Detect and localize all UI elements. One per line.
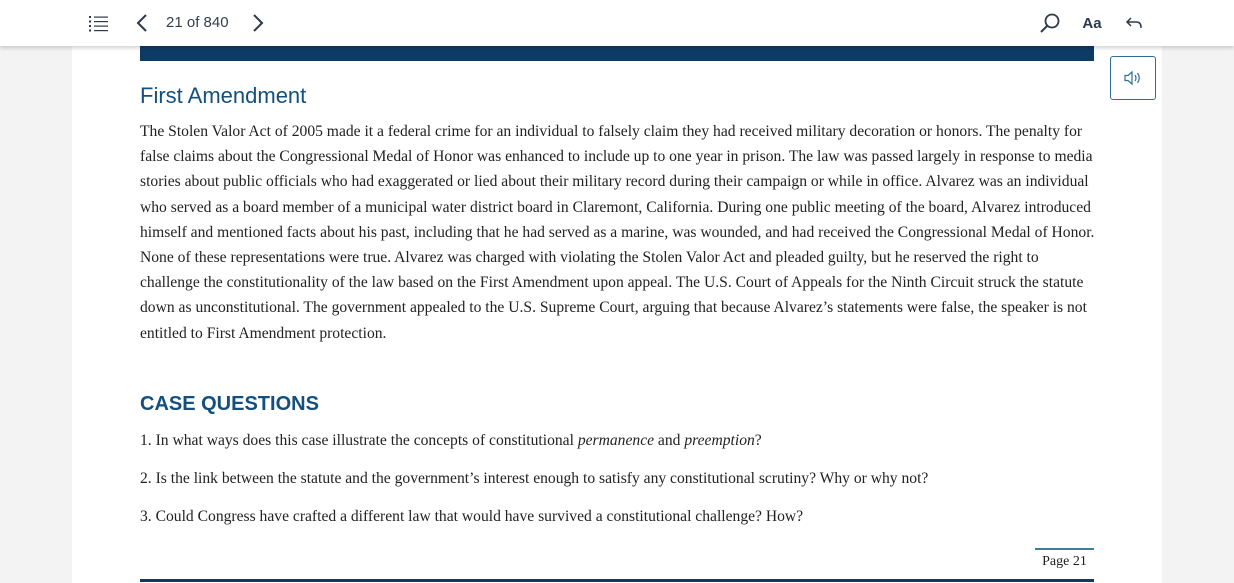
speaker-icon <box>1123 70 1143 86</box>
term-permanence: permanence <box>577 432 655 449</box>
section-header-bar <box>140 46 1094 61</box>
page-number-label: Page 21 <box>1035 548 1094 577</box>
chevron-left-icon[interactable] <box>132 11 152 35</box>
term-preemption: preemption <box>684 432 755 449</box>
page-indicator: 21 of 840 <box>166 14 229 31</box>
reader-toolbar <box>0 0 1234 46</box>
section-title: First Amendment <box>140 83 307 108</box>
font-size-button[interactable] <box>1080 11 1104 35</box>
question-2: 2. Is the link between the statute and the government’s interest enough to satisfy any constitutional scrutiny? Why or why not? <box>140 470 929 487</box>
chevron-right-icon[interactable] <box>248 11 268 35</box>
case-questions-heading: CASE QUESTIONS <box>140 393 319 415</box>
back-arrow-icon[interactable] <box>1124 12 1144 34</box>
page-break-rule <box>140 579 1094 582</box>
case-paragraph: The Stolen Valor Act of 2005 made it a federal crime for an individual to falsely claim they had received military decoration or honors. The penalty for false claims about the Congressional Medal of Honor was enhanced to include up to one year in prison. The law was passed largely in response to media stories about public officials who had exaggerated or lied about their military record during their campaign or while in office. Alvarez was an individual who served as a board member of a municipal water district board in Claremont, California. During one public meeting of the board, Alvarez introduced himself and mentioned facts about his past, including that he had served as a marine, was wounded, and had received the Congressional Medal of Honor. None of these representations were true. Alvarez was charged with violating the Stolen Valor Act and pleaded guilty, but he reserved the right to challenge the constitutionality of the law based on the First Amendment upon appeal. The U.S. Court of Appeals for the Ninth Circuit struck the statute down as unconstitutional. The government appealed to the U.S. Supreme Court, arguing that because Alvarez’s statements were false, the speaker is not entitled to First Amendment protection. <box>140 123 1095 342</box>
book-page <box>72 46 1162 583</box>
read-aloud-button[interactable] <box>1110 56 1156 100</box>
question-3: 3. Could Congress have crafted a different law that would have survived a constitutional challenge? How? <box>140 508 804 525</box>
question-1: 1. In what ways does this case illustrate the concepts of constitutional permanence and preemption? <box>140 432 762 449</box>
search-icon[interactable] <box>1038 11 1062 35</box>
font-size-icon: Aa <box>1082 14 1102 32</box>
toc-list-icon[interactable] <box>88 12 110 34</box>
